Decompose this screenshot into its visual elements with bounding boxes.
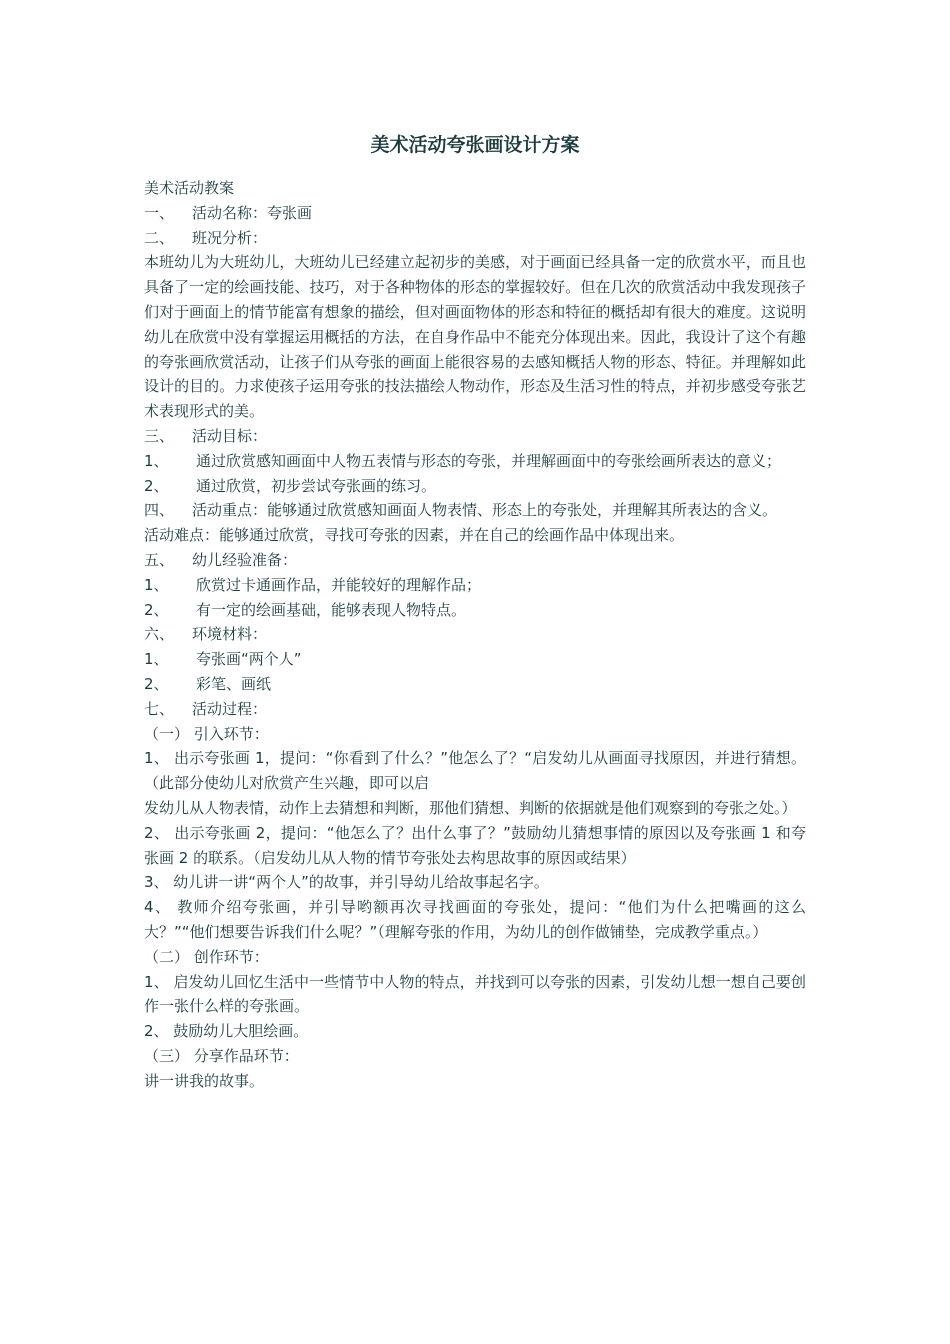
item-text: 彩笔、画纸 <box>196 674 272 693</box>
section-text: 活动目标： <box>192 426 268 445</box>
section-text: 活动重点：能够通过欣赏感知画面人物表情、形态上的夸张处，并理解其所表达的含义。 <box>192 501 778 520</box>
item-text: 通过欣赏，初步尝试夸张画的练习。 <box>196 476 437 495</box>
section-number: 三、 <box>144 426 175 445</box>
item-number: 2、 <box>144 674 169 693</box>
process-item: 1、 出示夸张画 1，提问：“你看到了什么？”他怎么了？“启发幼儿从画面寻找原因，并进行猜想。（此部分使幼儿对欣赏产生兴趣，即可以启 <box>144 749 806 793</box>
list-item <box>144 474 806 499</box>
item-text: 通过欣赏感知画面中人物五表情与形态的夸张，并理解画面中的夸张绘画所表达的意义； <box>196 451 782 470</box>
section-text: 活动过程： <box>192 699 268 718</box>
item-text: 有一定的绘画基础，能够表现人物特点。 <box>196 600 467 619</box>
class-analysis-paragraph: 本班幼儿为大班幼儿，大班幼儿已经建立起初步的美感，对于画面已经具备一定的欣赏水平，而且也具备了一定的绘画技能、技巧，对于各种物体的形态的掌握较好。但在几次的欣赏活动中我发现孩子们对于画面上的情节能富有想象的描绘，但对画面物体的形态和特征的概括却有很大的难度。这说明幼儿在欣赏中没有掌握运用概括的方法，在自身作品中不能充分体现出来。因此，我设计了这个有趣的夸张画欣赏活动，让孩子们从夸张的画面上能很容易的去感知概括人物的形态、特征。并理解如此设计的目的。力求使孩子运用夸张的技法描绘人物动作，形态及生活习性的特点，并初步感受夸张艺术表现形式的美。 <box>144 253 806 421</box>
process-item: 3、 幼儿讲一讲“两个人”的故事，并引导幼儿给故事起名字。 <box>144 873 549 892</box>
item-number: 1、 <box>144 575 169 594</box>
item-number: 1、 <box>144 451 169 470</box>
item-number: 1、 <box>144 650 169 669</box>
subsection-heading: （二） 创作环节： <box>144 947 269 966</box>
section-5 <box>144 548 806 573</box>
subsection-heading: （三） 分享作品环节： <box>144 1046 299 1065</box>
section-text: 环境材料： <box>192 625 268 644</box>
process-item-continued: 发幼儿从人物表情，动作上去猜想和判断，那他们猜想、判断的依据就是他们观察到的夸张之处。） <box>144 798 797 817</box>
process-item: 1、 启发幼儿回忆生活中一些情节中人物的特点，并找到可以夸张的因素，引发幼儿想一想自己要创作一张什么样的夸张画。 <box>144 972 806 1016</box>
list-item <box>144 598 806 623</box>
section-number: 二、 <box>144 228 175 247</box>
section-text: 活动名称：夸张画 <box>192 203 313 222</box>
process-item: 2、 鼓励幼儿大胆绘画。 <box>144 1022 309 1041</box>
subtitle: 美术活动教案 <box>144 179 235 197</box>
document-page <box>144 130 806 1093</box>
document-title: 美术活动夸张画设计方案 <box>370 134 580 156</box>
section-1 <box>144 201 806 226</box>
section-2 <box>144 226 806 251</box>
list-item <box>144 573 806 598</box>
list-item <box>144 449 806 474</box>
subsection-heading: （一） 引入环节： <box>144 724 269 743</box>
item-number: 2、 <box>144 476 169 495</box>
activity-difficulty: 活动难点：能够通过欣赏，寻找可夸张的因素，并在自己的绘画作品中体现出来。 <box>144 526 685 545</box>
item-text: 夸张画“两个人” <box>196 650 302 669</box>
item-number: 2、 <box>144 600 169 619</box>
list-item <box>144 647 806 672</box>
section-number: 四、 <box>144 501 175 520</box>
process-item: 4、 教师介绍夸张画，并引导哟额再次寻找画面的夸张处，提问：“他们为什么把嘴画的这么大？”“他们想要告诉我们什么呢？”（理解夸张的作用，为幼儿的创作做铺垫，完成教学重点。） <box>144 898 806 941</box>
section-number: 六、 <box>144 625 175 644</box>
section-6 <box>144 622 806 647</box>
process-item: 2、 出示夸张画 2，提问：“他怎么了？出什么事了？”鼓励幼儿猜想事情的原因以及夸张画 1 和夸张画 2 的联系。（启发幼儿从人物的情节夸张处去构思故事的原因或结果） <box>144 823 806 867</box>
section-3 <box>144 424 806 449</box>
item-text: 欣赏过卡通画作品，并能较好的理解作品； <box>196 575 482 594</box>
section-number: 五、 <box>144 550 175 569</box>
closing-text: 讲一讲我的故事。 <box>144 1071 265 1090</box>
section-number: 一、 <box>144 203 175 222</box>
section-text: 班况分析： <box>192 228 268 247</box>
section-number: 七、 <box>144 699 175 718</box>
section-text: 幼儿经验准备： <box>192 550 298 569</box>
list-item <box>144 672 806 697</box>
section-7 <box>144 697 806 722</box>
section-4 <box>144 498 806 523</box>
